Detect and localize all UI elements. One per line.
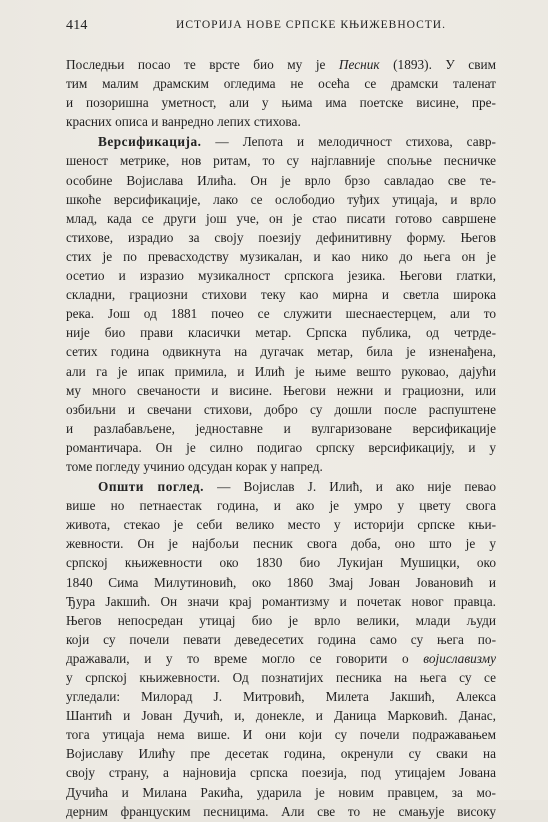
text-line: осетио и изразио музикалност српскога језика. Његови глатки, (66, 268, 496, 284)
text-line: шеност метрике, нов ритам, то су најглавније спољње песничке (66, 153, 496, 169)
section-heading: Општи поглед. (98, 479, 204, 495)
text-line: река. Још од 1881 почео се служити шеснаестерцем, али то (66, 306, 496, 322)
text-line: стихове, израдио за своју поезију дефинитивну форму. Његов (66, 229, 496, 245)
text-line: угледали: Милорад Ј. Митровић, Милета Јакшић, Алекса (66, 689, 496, 705)
text-line: особине Војислава Илића. Он је врло брзо савладао све те- (66, 172, 496, 188)
text-line: Ђура Јакшић. Он значи крај романтизму и почетак новог правца. (66, 593, 496, 609)
text-line (66, 649, 496, 668)
text-line: у српској књижевности. Од познатијих песника на њега су се (66, 670, 496, 685)
italic-term: војиславизму (423, 650, 496, 666)
text-line: своју страну, а најновија српска поезија, под утицајем Јована (66, 765, 496, 781)
text-line-rest: — Војислав Ј. Илић, и ако није певао (217, 479, 496, 495)
running-head: ИСТОРИЈА НОВЕ СРПСКЕ КЊИЖЕВНОСТИ. (176, 19, 446, 31)
text-line: српској књижевности око 1830 био Лукијан Мушицки, око (66, 555, 496, 571)
text-line: али га је ипак примила, и Илић је њиме вешто руковао, дајући (66, 363, 496, 379)
text-line: Војиславу Илићу пре десетак година, окренули су сваки на (66, 746, 496, 762)
section-heading: Версификација. (98, 134, 202, 150)
text-line: Његов непосредан утицај био је врло велики, млади људи (66, 612, 496, 628)
text-line-rest: — Лепота и мелодичност стихова, савр- (215, 134, 496, 150)
text-line-start: дражавали, и у то време могло се говорити о (66, 650, 409, 666)
page-body (66, 55, 496, 822)
text-line: који су почели певати деведесетих година само су њега по- (66, 631, 496, 647)
text-line: жевности. Он је најбољи песник свога доба, оно што је у (66, 536, 496, 552)
text-line: складни, грациозни стихови теку као мирна и светла широка (66, 287, 496, 303)
text-line (66, 55, 496, 74)
text-line: му много свечаности и висине. Његови нежни и грациозни, или (66, 382, 496, 398)
text-line: и позоришна уметност, али у њима има поетске висине, пре- (66, 95, 496, 111)
text-line: стих је по превасходству музикалан, и као нико до њега он је (66, 248, 496, 264)
text-line (66, 477, 496, 496)
text-line: млад, када се други још уче, он је стао писати готово савршене (66, 210, 496, 226)
text-line: красних описа и ванредно лепих стихова. (66, 114, 301, 130)
page-number: 414 (66, 18, 88, 33)
text-line: није био прави класички метар. Српска публика, од четрде- (66, 325, 496, 341)
paragraph-versification (66, 132, 496, 476)
text-line: живота, стекао је себи велико место у историји српске књи- (66, 517, 496, 533)
text-line: тога утицаја нема више. И они који су почели подражавањем (66, 727, 496, 743)
page-header (66, 18, 496, 38)
text-line: романтичара. Он је силно подигао српску версификацију, и у (66, 439, 496, 455)
text-line (66, 132, 496, 151)
text-line: тим малим драмским огледима не осећа се драмски таленат (66, 76, 496, 92)
paragraph-overview (66, 477, 496, 821)
text-line: 1840 Сима Милутиновић, око 1860 Змај Јован Јовановић и (66, 574, 496, 590)
text-line-start: Последњи посао те врсте био му је (66, 57, 326, 72)
text-line: шкоће версификације, лако се ослободио туђих утицаја, и врло (66, 191, 496, 207)
text-line-end: (1893). У свим (393, 57, 496, 72)
text-line: дерним француским песницима. Али све то не смањује високу (66, 803, 496, 819)
text-line: Шантић и Јован Дучић, и, донекле, и Даница Марковић. Данас, (66, 708, 496, 724)
text-line: и разлабављене, једноставне и вулгаризоване версификације (66, 420, 496, 436)
paragraph-1 (66, 55, 496, 131)
italic-title: Песник (338, 57, 380, 72)
text-line: више но петнаестак година, и ако је умро у цвету свога (66, 498, 496, 514)
text-line: сетих година одвикнута на дугачак метар, била је изненађена, (66, 344, 496, 360)
text-line: томе погледу учинио одсудан корак у напред. (66, 458, 323, 474)
text-line: Дучића и Милана Ракића, ударила је новим правцем, за мо- (66, 784, 496, 800)
text-line: озбиљни и свечани стихови, добро су дошли после распуштене (66, 401, 496, 417)
